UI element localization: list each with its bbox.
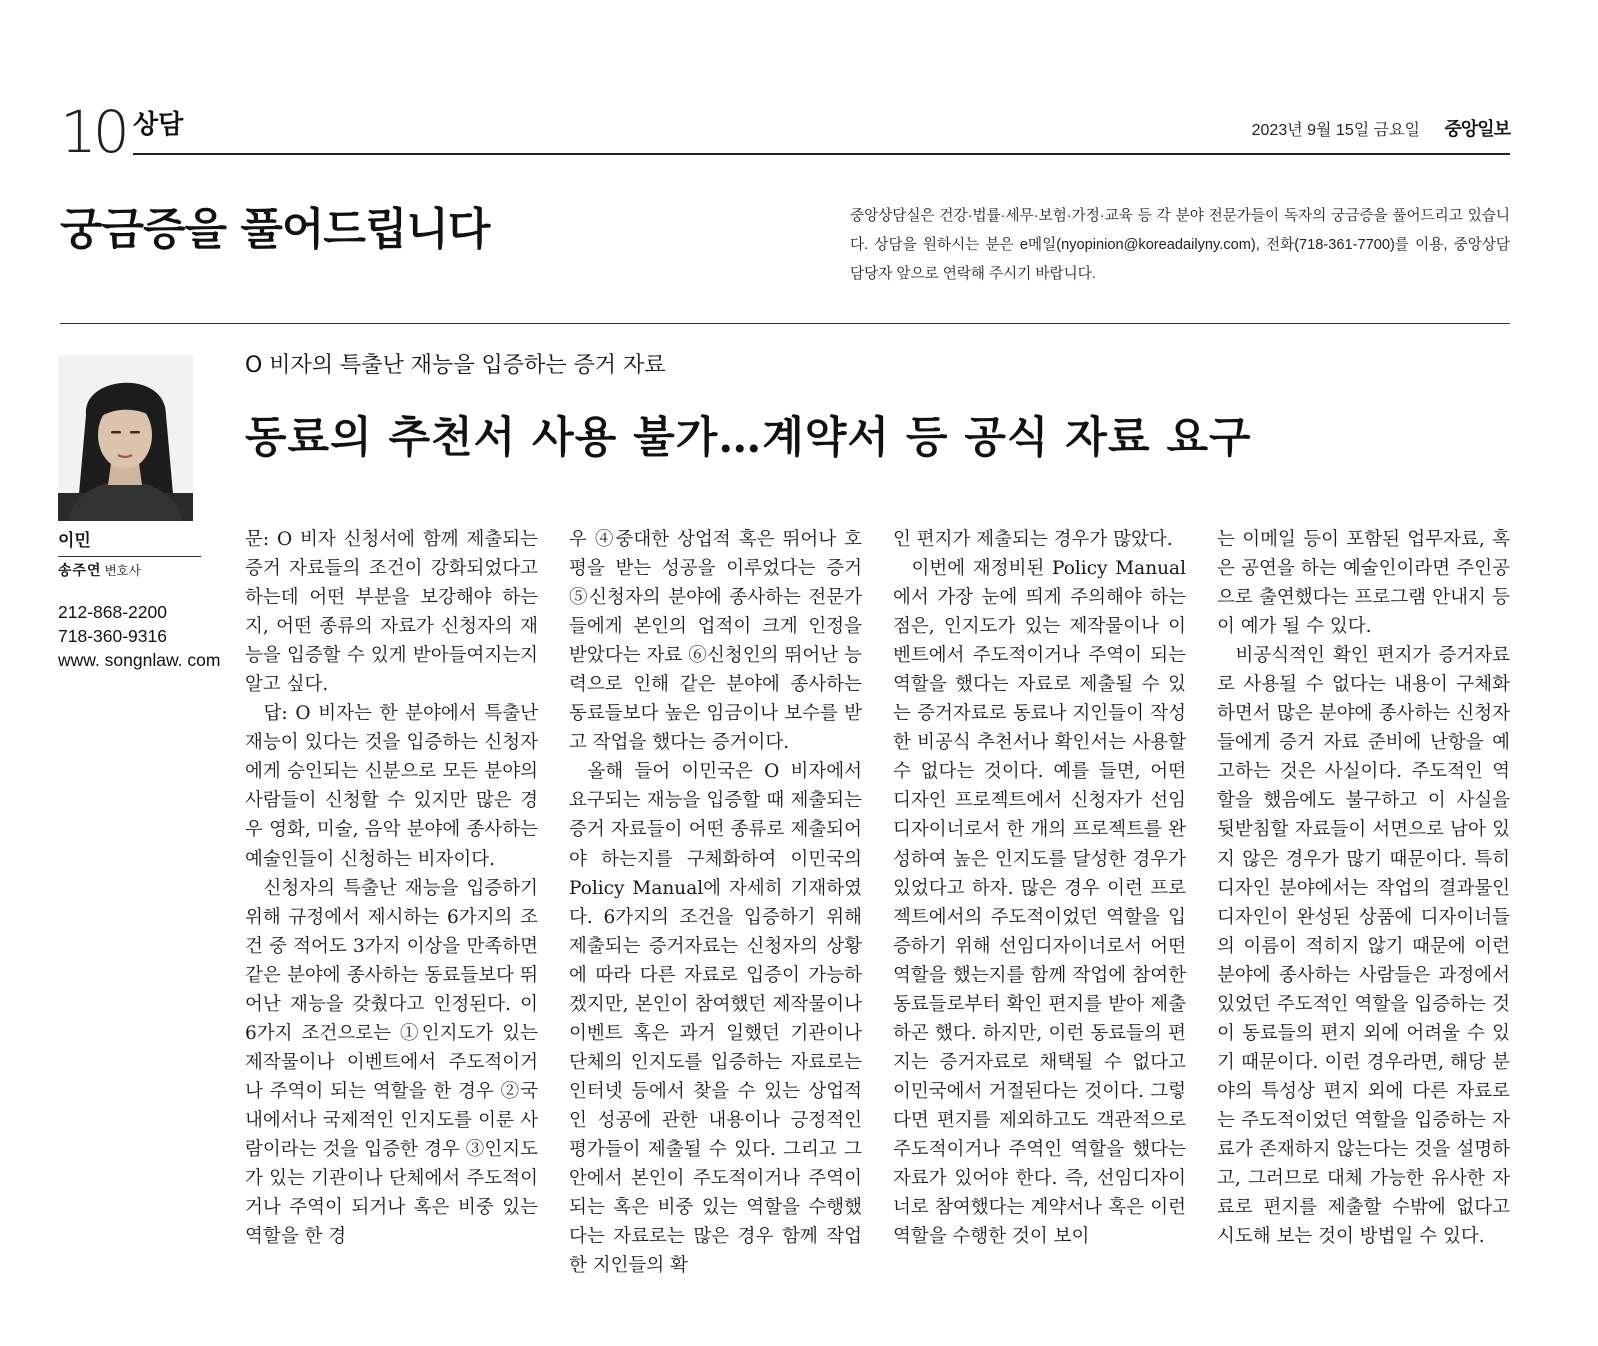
lawyer-byline: [58, 562, 141, 580]
column-title: 궁금증을 풀어드립니다: [60, 204, 490, 255]
article-subhead: O 비자의 특출난 재능을 입증하는 증거 자료: [245, 353, 666, 378]
publication-date: 2023년 9월 15일 금요일: [1251, 122, 1420, 139]
article-column-1: [245, 525, 538, 1251]
section-divider: [60, 323, 1510, 324]
body-paragraph: 비공식적인 확인 편지가 증거자료로 사용될 수 없다는 내용이 구체화하면서 많은 분야에 종사하는 신청자들에게 증거 자료 준비에 난항을 예고하는 것은 사실이다. 주도적인 역할을 했음에도 불구하고 이 사실을 뒷받침할 자료들이 서면으로 남아 있지 않은 경우가 많기 때문이다. 특히 디자인 분야에서는 작업의 결과물인 디자인이 완성된 상품에 디자이너들의 이름이 적히지 않기 때문에 이런 분야에 종사하는 사람들은 과정에서 있었던 주도적인 역할을 입증하는 것이 동료들의 편지 외에 어려울 수 있기 때문이다. 이런 경우라면, 해당 분야의 특성상 편지 외에 다른 자료로는 주도적이었던 역할을 입증하는 자료가 존재하지 않는다는 것을 설명하고, 그러므로 대체 가능한 유사한 자료로 편지를 제출할 수밖에 없다고 시도해 보는 것이 방법일 수 있다.: [1217, 645, 1510, 1248]
article-column-4: [1217, 525, 1510, 1251]
lawyer-title: 변호사: [104, 563, 141, 578]
question-paragraph: 문: O 비자 신청서에 함께 제출되는 증거 자료들의 조건이 강화되었다고 하는데 어떤 부분을 보강해야 하는지, 어떤 종류의 자료가 신청자의 재능을 입증할 수 있게 받아들여지는지 알고 싶다.: [245, 529, 538, 696]
body-paragraph: 는 이메일 등이 포함된 업무자료, 혹은 공연을 하는 예술인이라면 주인공으로 출연했다는 프로그램 안내지 등이 예가 될 수 있다.: [1217, 529, 1510, 638]
phone-number: 718-360-9316: [58, 626, 167, 646]
author-photo: [58, 355, 193, 521]
website-url: www. songnlaw. com: [58, 650, 221, 670]
newspaper-masthead: 중앙일보: [1444, 119, 1510, 140]
page-number: 10: [60, 98, 126, 166]
body-paragraph: 이번에 재정비된 Policy Manual에서 가장 눈에 띄게 주의해야 하는 점은, 인지도가 있는 제작물이나 이벤트에서 주도적이거나 주역이 되는 역할을 했다는 자료로 제출될 수 있는 증거자료로 동료나 지인들이 작성한 비공식 추천서나 확인서는 사용할 수 없다는 것이다. 예를 들면, 어떤 디자인 프로젝트에서 신청자가 선임디자이너로서 한 개의 프로젝트를 완성하여 높은 인지도를 달성한 경우가 있었다고 하자. 많은 경우 이런 프로젝트에서의 주도적이었던 역할을 입증하기 위해 선임디자이너로서 어떤 역할을 했는지를 함께 작업에 참여한 동료들로부터 확인 편지를 받아 제출하곤 했다. 하지만, 이런 동료들의 편지는 증거자료로 채택될 수 없다고 이민국에서 거절된다는 것이다. 그렇다면 편지를 제외하고도 객관적으로 주도적이거나 주역인 역할을 했다는 자료가 있어야 한다. 즉, 선임디자이너로 참여했다는 계약서나 혹은 이런 역할을 수행한 것이 보이: [893, 558, 1186, 1248]
article-headline: 동료의 추천서 사용 불가…계약서 등 공식 자료 요구: [245, 413, 1252, 463]
contact-info: [58, 600, 220, 672]
article-column-3: [893, 525, 1186, 1251]
author-firm-name: 이민: [58, 531, 91, 551]
phone-number: 212-868-2200: [58, 602, 167, 622]
answer-paragraph: 답: O 비자는 한 분야에서 특출난 재능이 있다는 것을 입증하는 신청자에게 승인되는 신분으로 모든 분야의 사람들이 신청할 수 있지만 많은 경우 영화, 미술, 음악 분야에 종사하는 예술인들이 신청하는 비자이다.: [245, 703, 538, 870]
section-name: 상담: [133, 110, 184, 140]
column-intro: 중앙상담실은 건강·법률·세무·보험·가정·교육 등 각 분야 전문가들이 독자의 궁금증을 풀어드리고 있습니다. 상담을 원하시는 분은 e메일(nyopinion@koreadailyny.com), 전화(718-361-7700)를 이용, 중앙상담 담당자 앞으로 연락해 주시기 바랍니다.: [850, 208, 1510, 282]
author-divider: [58, 556, 201, 557]
header-divider: [133, 153, 1510, 155]
body-paragraph: 인 편지가 제출되는 경우가 많았다.: [893, 529, 1173, 550]
article-column-2: [569, 525, 862, 1280]
body-paragraph: 우 ④중대한 상업적 혹은 뛰어나 호평을 받는 성공을 이루었다는 증거 ⑤신청자의 분야에 종사하는 전문가들에게 본인의 업적이 크게 인정을 받았다는 자료 ⑥신청인의 뛰어난 능력으로 인해 같은 분야에 종사하는 동료들보다 높은 임금이나 보수를 받고 작업을 했다는 증거이다.: [569, 529, 862, 754]
author-portrait-image: [58, 355, 193, 521]
body-paragraph: 올해 들어 이민국은 O 비자에서 요구되는 재능을 입증할 때 제출되는 증거 자료들이 어떤 종류로 제출되어야 하는지를 구체화하여 이민국의 Policy Manual에 자세히 기재하였다. 6가지의 조건을 입증하기 위해 제출되는 증거자료는 신청자의 상황에 따라 다른 자료로 입증이 가능하겠지만, 본인이 참여했던 제작물이나 이벤트 혹은 과거 일했던 기관이나 단체의 인지도를 입증하는 자료로는 인터넷 등에서 찾을 수 있는 상업적인 성공에 관한 내용이나 긍정적인 평가들이 제출될 수 있다. 그리고 그 안에서 본인이 주도적이거나 주역이 되는 혹은 비중 있는 역할을 수행했다는 자료로는 많은 경우 함께 작업한 지인들의 확: [569, 761, 862, 1277]
lawyer-name: 송주연: [58, 563, 102, 579]
body-paragraph: 신청자의 특출난 재능을 입증하기 위해 규정에서 제시하는 6가지의 조건 중 적어도 3가지 이상을 만족하면 같은 분야에 종사하는 동료들보다 뛰어난 재능을 갖췄다고 인정된다. 이 6가지 조건으로는 ①인지도가 있는 제작물이나 이벤트에서 주도적이거나 주역이 되는 역할을 한 경우 ②국내에서나 국제적인 인지도를 이룬 사람이라는 것을 입증한 경우 ③인지도가 있는 기관이나 단체에서 주도적이거나 주역이 되거나 혹은 비중 있는 역할을 한 경: [245, 877, 538, 1248]
